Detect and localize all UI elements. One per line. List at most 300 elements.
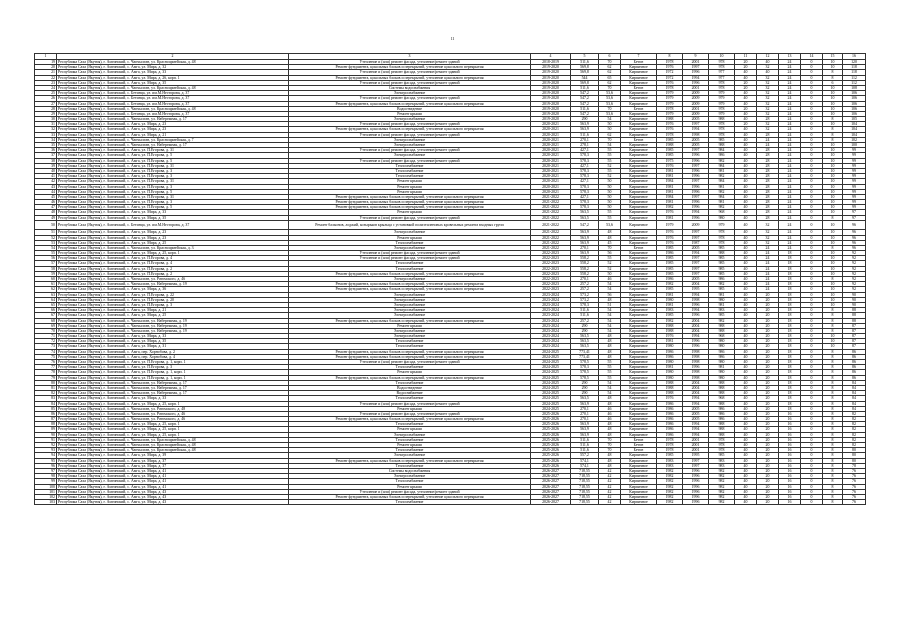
table-cell: Республика Саха (Якутия), г. Амгинский, с. Амга, ул. Мира, д. 25, корп. 1	[57, 427, 289, 432]
table-cell: Республика Саха (Якутия), г. Амгинский, с. Амга, ул. Мира, д. 25, корп. 1	[57, 401, 289, 406]
table-cell: 20	[757, 385, 779, 390]
table-cell: 2020-2021	[531, 158, 571, 163]
table-cell: Республика Саха (Якутия), г. Амгинский, с. Чапчылган, ул. Красноармейская, д. 48	[57, 443, 289, 448]
table-cell: 0	[801, 349, 823, 354]
table-cell: 10	[823, 220, 843, 230]
table-cell: 18	[779, 385, 801, 390]
table-cell: 2020-2021	[531, 127, 571, 132]
table-cell: 1994	[683, 210, 709, 215]
table-cell: 1997	[683, 163, 709, 168]
table-cell: 8	[823, 117, 843, 122]
table-cell: Бетон	[621, 448, 657, 453]
table-cell: Ремонт фундамента, цокольных блоков и перекрытий, утепление цокольного перекрытия	[289, 417, 531, 422]
table-cell: Ремонт крыши	[289, 179, 531, 184]
table-cell: Кирпичное	[621, 235, 657, 240]
table-cell: 2021-2022	[531, 215, 571, 220]
table-cell: 2023-2024	[531, 323, 571, 328]
table-cell: Теплоснабжение	[289, 448, 531, 453]
table-cell: 1996	[683, 153, 709, 158]
table-cell: 2020-2021	[531, 163, 571, 168]
table-cell: 2024-2025	[531, 375, 571, 380]
table-cell: 1997	[683, 194, 709, 199]
table-cell: 0	[801, 391, 823, 396]
table-cell: Республика Саха (Якутия), г. Амгинский, с. Амга, ул. П.Егорова, д. 1, корп. 1	[57, 360, 289, 365]
table-cell: 563,9	[571, 422, 599, 427]
table-cell: 40	[735, 297, 757, 302]
table-cell: 54	[599, 313, 621, 318]
table-cell: 983	[709, 308, 735, 313]
table-cell: 61	[35, 282, 57, 287]
table-cell: 1981	[657, 292, 683, 297]
table-cell: Кирпичное	[621, 432, 657, 437]
table-cell: 28	[757, 163, 779, 168]
column-number: 10	[709, 54, 735, 60]
table-cell: 2004	[683, 391, 709, 396]
table-cell: Водоотведение	[289, 385, 531, 390]
table-cell: 0	[801, 385, 823, 390]
table-cell: 2019-2020	[531, 75, 571, 80]
table-cell: 40	[735, 111, 757, 116]
table-cell: 1996	[683, 189, 709, 194]
table-cell: 981	[709, 200, 735, 205]
table-cell: 511,6	[571, 313, 599, 318]
table-cell: 988	[709, 422, 735, 427]
table-cell: 24	[757, 143, 779, 148]
table-cell: 1985	[657, 313, 683, 318]
table-cell: 2025-2026	[531, 417, 571, 422]
table-cell: Республика Саха (Якутия), г. Амгинский, с. Амга, ул. П.Егорова, д. 2	[57, 271, 289, 276]
table-cell: 24	[779, 85, 801, 90]
table-cell: 563,5	[571, 215, 599, 220]
table-cell: 1985	[657, 266, 683, 271]
table-cell: 40	[735, 91, 757, 96]
table-cell: 97	[35, 468, 57, 473]
table-cell: 57	[35, 261, 57, 266]
table-cell: 112	[843, 75, 866, 80]
table-cell: 511,6	[571, 132, 599, 137]
table-cell: 1982	[657, 474, 683, 479]
table-cell: 1998	[683, 354, 709, 359]
table-cell: 988	[709, 401, 735, 406]
table-cell: 8	[823, 396, 843, 401]
table-cell: Республика Саха (Якутия), г. Амгинский, с. Амга, ул. П.Егорова, д. 31	[57, 179, 289, 184]
table-cell: 76	[843, 468, 866, 473]
table-cell: 2026-2027	[531, 494, 571, 499]
table-cell: 51	[599, 302, 621, 307]
table-cell: 511,6	[571, 106, 599, 111]
table-cell: 24	[779, 174, 801, 179]
table-cell: 573,2	[571, 297, 599, 302]
table-cell: 40	[735, 174, 757, 179]
table-cell: 18	[779, 266, 801, 271]
table-cell: 1996	[683, 184, 709, 189]
table-cell: 10	[823, 148, 843, 153]
table-cell: Республика Саха (Якутия), г. Амгинский, с. Амга, ул. П.Егорова, д. 5	[57, 153, 289, 158]
table-cell: 82	[843, 422, 866, 427]
table-cell: Кирпичное	[621, 240, 657, 245]
table-cell: 40	[735, 437, 757, 442]
table-cell: 0	[801, 174, 823, 179]
table-cell: Республика Саха (Якутия), г. Амгинский, с. Амга, ул. Мира, д. 26, корп. 1	[57, 75, 289, 80]
table-cell: 40	[735, 168, 757, 173]
table-cell: 32	[757, 230, 779, 235]
table-cell: Кирпичное	[621, 122, 657, 127]
table-cell: Кирпичное	[621, 396, 657, 401]
table-cell: Бетон	[621, 437, 657, 442]
page-number: 11	[450, 36, 455, 41]
table-cell: 40	[735, 411, 757, 416]
table-cell: 58	[35, 266, 57, 271]
table-cell: 1994	[683, 396, 709, 401]
table-cell: 2004	[683, 380, 709, 385]
table-cell: 1994	[683, 127, 709, 132]
table-cell: 1985	[657, 153, 683, 158]
table-cell: Республика Саха (Якутия), г. Амгинский, с. Амга, ул. Мира, д. 36	[57, 287, 289, 292]
table-cell: 106	[843, 96, 866, 101]
table-cell: 0	[801, 75, 823, 80]
table-cell: 578,3	[571, 174, 599, 179]
table-cell: 40	[735, 453, 757, 458]
table-cell: 1997	[683, 256, 709, 261]
table-cell: 55	[599, 256, 621, 261]
table-cell: Электроснабжение	[289, 230, 531, 235]
table-cell: 20	[757, 427, 779, 432]
table-cell: 1994	[683, 401, 709, 406]
table-cell: 99	[843, 205, 866, 210]
table-cell: 10	[823, 251, 843, 256]
table-cell: 578,5	[571, 370, 599, 375]
table-cell: Кирпичное	[621, 380, 657, 385]
table-cell: 2001	[683, 443, 709, 448]
table-cell: 54	[599, 282, 621, 287]
table-cell: 986	[709, 411, 735, 416]
table-cell: 8	[823, 375, 843, 380]
table-cell: 97	[843, 210, 866, 215]
table-cell: 1985	[657, 287, 683, 292]
table-cell: 40	[735, 484, 757, 489]
table-cell: Кирпичное	[621, 323, 657, 328]
table-cell: 0	[801, 453, 823, 458]
table-cell: Республика Саха (Якутия), г. Амгинский, с. Амга, ул. П.Егорова, д. 1, корп. 1	[57, 370, 289, 375]
table-cell: 22	[35, 75, 57, 80]
table-cell: 87	[843, 344, 866, 349]
table-cell: Электроснабжение	[289, 302, 531, 307]
table-cell: 62	[599, 65, 621, 70]
table-cell: 20	[757, 334, 779, 339]
table-cell: 24	[779, 205, 801, 210]
table-cell: 80	[35, 380, 57, 385]
table-cell: 62	[599, 80, 621, 85]
table-cell: 1996	[683, 489, 709, 494]
table-cell: 40	[735, 163, 757, 168]
table-cell: 2009	[683, 96, 709, 101]
table-cell: 10	[823, 194, 843, 199]
table-cell: 92	[843, 256, 866, 261]
table-cell: 40	[735, 256, 757, 261]
table-cell: Республика Саха (Якутия), г. Амгинский, с. Чапчылган, ул. Красноармейская, д. 48	[57, 106, 289, 111]
table-cell: 86	[843, 360, 866, 365]
table-cell: 40	[735, 287, 757, 292]
table-cell: 106	[843, 91, 866, 96]
table-cell: 34	[35, 137, 57, 142]
table-cell: 16	[779, 427, 801, 432]
table-cell: Ремонт крыши	[289, 427, 531, 432]
table-cell: 978	[709, 60, 735, 65]
table-cell: 84	[843, 406, 866, 411]
table-cell: 1987	[683, 240, 709, 245]
table-cell: 8	[823, 406, 843, 411]
table-cell: 40	[735, 375, 757, 380]
table-cell: 8	[823, 385, 843, 390]
table-cell: 0	[801, 215, 823, 220]
table-cell: 88	[843, 308, 866, 313]
table-cell: Теплоснабжение	[289, 422, 531, 427]
table-cell: 24	[779, 117, 801, 122]
table-cell: 92	[843, 287, 866, 292]
table-cell: Теплоснабжение	[289, 463, 531, 468]
table-cell: 1996	[683, 200, 709, 205]
table-cell: 1996	[683, 174, 709, 179]
table-cell: 118	[843, 70, 866, 75]
table-cell: 1995	[683, 287, 709, 292]
table-cell: Республика Саха (Якутия), г. Амгинский, с. Амга, ул. Мира, д. 35	[57, 339, 289, 344]
table-cell: 2019-2020	[531, 111, 571, 116]
table-cell: 10	[823, 334, 843, 339]
table-cell: 54	[599, 143, 621, 148]
table-cell: 0	[801, 132, 823, 137]
table-cell: 1980	[657, 370, 683, 375]
table-cell: 24	[779, 235, 801, 240]
table-cell: 569,8	[571, 65, 599, 70]
table-cell: 40	[735, 143, 757, 148]
table-cell: 0	[801, 282, 823, 287]
table-cell: 563,9	[571, 240, 599, 245]
table-cell: 1988	[657, 385, 683, 390]
table-cell: 10	[823, 292, 843, 297]
table-cell: Электроснабжение	[289, 117, 531, 122]
table-cell: 40	[735, 220, 757, 230]
table-cell: Ремонт крыши	[289, 184, 531, 189]
table-cell: Кирпичное	[621, 344, 657, 349]
table-cell: 40	[735, 302, 757, 307]
table-cell: 0	[801, 179, 823, 184]
table-cell: Бетон	[621, 60, 657, 65]
table-cell: 48	[599, 396, 621, 401]
table-cell: 978	[709, 127, 735, 132]
table-cell: 1983	[657, 463, 683, 468]
table-cell: Бетон	[621, 106, 657, 111]
table-cell: 20	[757, 453, 779, 458]
table-cell: 10	[823, 96, 843, 101]
table-cell: Теплоснабжение	[289, 344, 531, 349]
table-cell: 578,3	[571, 184, 599, 189]
table-cell: 40	[735, 318, 757, 323]
table-cell: 54	[599, 323, 621, 328]
table-cell: 120	[843, 60, 866, 65]
table-cell: 1986	[657, 417, 683, 422]
table-cell: Теплоснабжение	[289, 479, 531, 484]
table-cell: 1994	[683, 251, 709, 256]
table-cell: 0	[801, 328, 823, 333]
table-cell: 1982	[657, 282, 683, 287]
table-cell: 99	[843, 168, 866, 173]
table-cell: 988	[709, 380, 735, 385]
table-cell: 95	[35, 458, 57, 463]
table-cell: 0	[801, 479, 823, 484]
table-cell: 28	[757, 148, 779, 153]
table-cell: 2004	[683, 318, 709, 323]
table-cell: Республика Саха (Якутия), г. Амгинский, с. Чапчылган, ул. Набережная, д. 19	[57, 282, 289, 287]
table-cell: 40	[735, 458, 757, 463]
table-cell: 2001	[683, 448, 709, 453]
table-cell: Республика Саха (Якутия), г. Амгинский, с. Чапчылган, ул. Красноармейская, д. 48	[57, 437, 289, 442]
table-cell: 67	[35, 313, 57, 318]
table-cell: Теплоснабжение	[289, 380, 531, 385]
table-cell: 96	[843, 220, 866, 230]
table-cell: 1986	[657, 406, 683, 411]
table-cell: 40	[735, 422, 757, 427]
table-cell: 2024-2025	[531, 360, 571, 365]
table-cell: 563,5	[571, 339, 599, 344]
table-cell: 773,41	[571, 349, 599, 354]
table-cell: 1988	[657, 391, 683, 396]
table-cell: 40	[757, 70, 779, 75]
table-cell: 2004	[683, 323, 709, 328]
table-cell: 20	[757, 437, 779, 442]
table-cell: Утепление и (или) ремонт фасада, утепление/ремонт зданий	[289, 158, 531, 163]
table-cell: 18	[779, 318, 801, 323]
table-cell: 983	[709, 463, 735, 468]
table-cell: 977	[709, 70, 735, 75]
table-cell: 1986	[657, 354, 683, 359]
table-cell: 20	[757, 344, 779, 349]
table-cell: 99	[843, 184, 866, 189]
table-cell: 8	[823, 277, 843, 282]
table-cell: 53,6	[599, 111, 621, 116]
table-cell: 89	[35, 427, 57, 432]
table-cell: 2020-2021	[531, 143, 571, 148]
table-cell: 92	[843, 266, 866, 271]
table-cell: 986	[709, 349, 735, 354]
table-cell: 563,9	[571, 127, 599, 132]
table-cell: 985	[709, 261, 735, 266]
table-cell: 100	[35, 484, 57, 489]
table-cell: 980	[709, 360, 735, 365]
table-cell: 1978	[657, 448, 683, 453]
table-cell: 10	[823, 282, 843, 287]
table-cell: 1997	[683, 261, 709, 266]
table-cell: 84	[843, 385, 866, 390]
table-cell: 20	[757, 463, 779, 468]
table-cell: 10	[823, 210, 843, 215]
table-cell: Электроснабжение	[289, 277, 531, 282]
table-cell: Кирпичное	[621, 91, 657, 96]
table-cell: 40	[735, 189, 757, 194]
table-cell: 42	[599, 479, 621, 484]
table-cell: Ремонт фундамента, цокольных блоков и перекрытий, утепление цокольного перекрытия	[289, 354, 531, 359]
table-cell: 1976	[657, 396, 683, 401]
table-cell: Ремонт фундамента, цокольных блоков и перекрытий, утепление цокольного перекрытия	[289, 65, 531, 70]
table-cell: 28	[757, 117, 779, 122]
table-cell: 46	[35, 200, 57, 205]
table-cell: 2023-2024	[531, 318, 571, 323]
table-cell: 104	[843, 127, 866, 132]
table-cell: 40	[735, 101, 757, 106]
table-cell: Республика Саха (Якутия), г. Амгинский, с. Амга, ул. Мира, д. 23	[57, 230, 289, 235]
table-cell: 40	[735, 401, 757, 406]
table-cell: 8	[823, 401, 843, 406]
table-cell: 988	[709, 323, 735, 328]
table-cell: 1998	[683, 375, 709, 380]
table-cell: 982	[709, 318, 735, 323]
table-cell: 76	[843, 494, 866, 499]
table-cell: 985	[709, 245, 735, 250]
table-cell: Кирпичное	[621, 230, 657, 235]
table-cell: 20	[735, 106, 757, 111]
table-cell: 8	[823, 443, 843, 448]
table-cell: 1976	[657, 80, 683, 85]
table-cell: 980	[709, 375, 735, 380]
table-cell: 16	[779, 411, 801, 416]
table-cell: 24	[757, 271, 779, 276]
table-cell: 62	[599, 132, 621, 137]
table-cell: 2005	[683, 277, 709, 282]
table-cell: 8	[823, 437, 843, 442]
table-cell: Кирпичное	[621, 292, 657, 297]
table-cell: 578,3	[571, 200, 599, 205]
table-cell: 1986	[657, 251, 683, 256]
table-cell: 28	[757, 210, 779, 215]
table-cell: 1981	[657, 365, 683, 370]
table-cell: 84	[843, 401, 866, 406]
table-cell: 40	[735, 127, 757, 132]
table-cell: 40	[735, 215, 757, 220]
table-cell: 578,3	[571, 205, 599, 210]
table-cell: 10	[823, 174, 843, 179]
table-cell: 24	[757, 277, 779, 282]
table-cell: 10	[823, 261, 843, 266]
table-cell: 0	[801, 494, 823, 499]
table-cell: 106	[843, 111, 866, 116]
table-cell: 511,6	[571, 85, 599, 90]
table-cell: 978	[709, 65, 735, 70]
table-cell: 40	[735, 261, 757, 266]
table-cell: 983	[709, 458, 735, 463]
table-cell: 20	[757, 292, 779, 297]
table-cell: 0	[801, 365, 823, 370]
table-cell: 1978	[657, 60, 683, 65]
table-cell: 0	[801, 427, 823, 432]
table-cell: 53,6	[599, 96, 621, 101]
table-cell: 563,9	[571, 235, 599, 240]
table-cell: Республика Саха (Якутия), г. Амгинский, с. Амга, ул. Мира, д. 39	[57, 453, 289, 458]
table-cell: 1996	[683, 339, 709, 344]
table-cell: 32	[757, 235, 779, 240]
table-cell: 16	[779, 500, 801, 505]
table-cell: 2005	[683, 411, 709, 416]
table-cell: 40	[735, 251, 757, 256]
table-cell: 102	[35, 494, 57, 499]
table-cell: 40	[757, 60, 779, 65]
table-cell: Кирпичное	[621, 308, 657, 313]
table-cell: 1997	[683, 266, 709, 271]
table-cell: 19	[35, 60, 57, 65]
table-cell: 0	[801, 323, 823, 328]
table-cell: 2023-2024	[531, 302, 571, 307]
table-cell: 40	[735, 432, 757, 437]
table-cell: 1986	[657, 427, 683, 432]
table-cell: Кирпичное	[621, 96, 657, 101]
